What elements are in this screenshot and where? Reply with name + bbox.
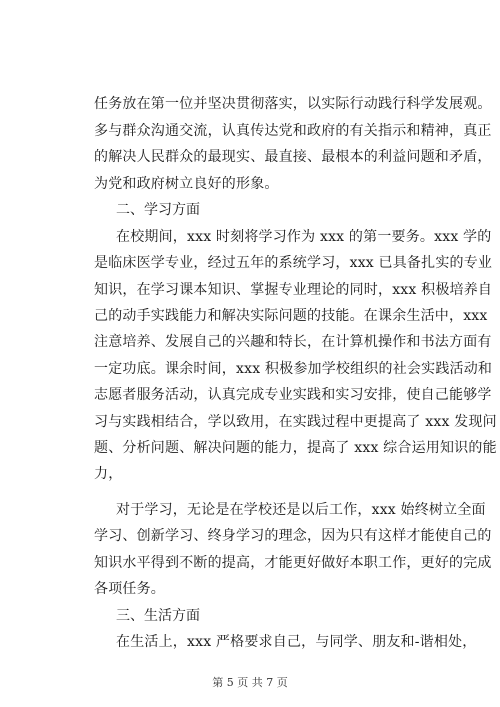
paragraph-line: 在校期间，xxx 时刻将学习作为 xxx 的第一要务。xxx 学的 xyxy=(116,229,492,245)
paragraph-line: 对于学习，无论是在学校还是以后工作，xxx 始终树立全面 xyxy=(116,502,486,518)
paragraph-line: 知识水平得到不断的提高，才能更好做好本职工作，更好的完成 xyxy=(94,555,492,571)
paragraph-line: 一定功底。课余时间，xxx 积极参加学校组织的社会实践活动和 xyxy=(94,361,493,377)
section-heading-study: 二、学习方面 xyxy=(116,202,200,218)
paragraph-line: 多与群众沟通交流，认真传达党和政府的有关指示和精神，真正 xyxy=(94,123,492,139)
paragraph-line: 力， xyxy=(94,466,123,482)
page-number-footer: 第 5 页 共 7 页 xyxy=(212,676,288,689)
paragraph-line: 任务放在第一位并坚决贯彻落实，以实际行动践行科学发展观。 xyxy=(94,96,492,112)
paragraph-line: 为党和政府树立良好的形象。 xyxy=(94,176,279,192)
paragraph-line: 学习、创新学习、终身学习的理念，因为只有这样才能使自己的 xyxy=(94,528,492,544)
paragraph-line: 习与实践相结合，学以致用，在实践过程中更提高了 xxx 发现问 xyxy=(94,414,497,430)
paragraph-line: 志愿者服务活动，认真完成专业实践和实习安排，使自己能够学 xyxy=(94,387,492,403)
paragraph-line: 题、分析问题、解决问题的能力，提高了 xxx 综合运用知识的能 xyxy=(94,440,497,456)
paragraph-line: 是临床医学专业，经过五年的系统学习，xxx 已具备扎实的专业 xyxy=(94,255,493,271)
paragraph-line: 的解决人民群众的最现实、最直接、最根本的利益问题和矛盾， xyxy=(94,149,492,165)
paragraph-line: 知识，在学习课本知识、掌握专业理论的同时，xxx 积极培养自 xyxy=(94,282,493,298)
paragraph-line: 注意培养、发展自己的兴趣和特长，在计算机操作和书法方面有 xyxy=(94,334,492,350)
paragraph-line: 各项任务。 xyxy=(94,581,165,597)
paragraph-line: 己的动手实践能力和解决实际问题的技能。在课余生活中，xxx xyxy=(94,308,488,324)
paragraph-line: 在生活上，xxx 严格要求自己，与同学、朋友和-谐相处， xyxy=(116,634,477,650)
section-heading-life: 三、生活方面 xyxy=(116,608,200,624)
